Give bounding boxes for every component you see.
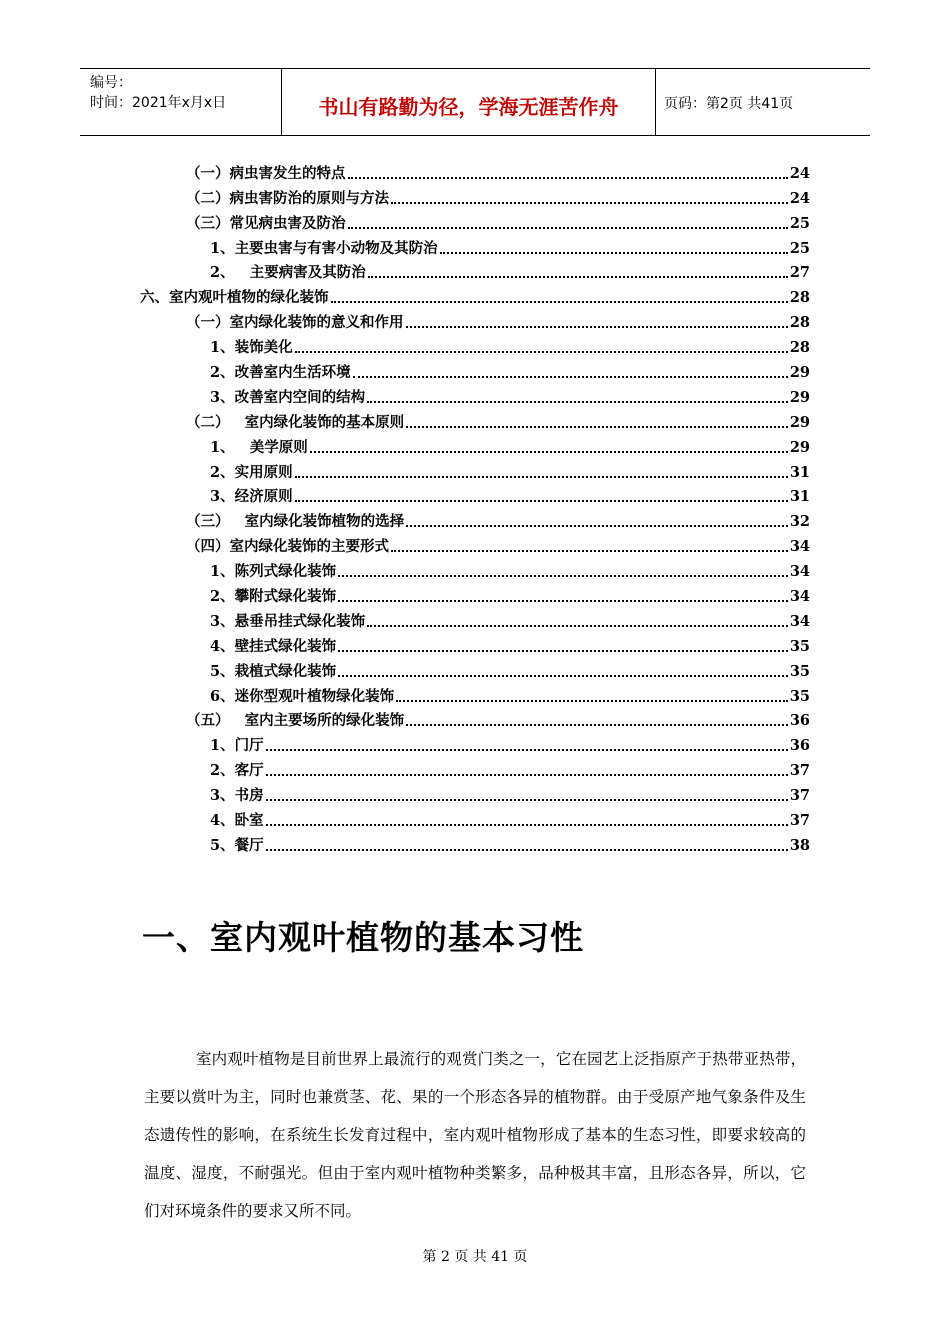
toc-entry[interactable] — [140, 681, 810, 706]
toc-dot-leader — [353, 376, 788, 378]
toc-entry-page: 27 — [789, 264, 810, 282]
toc-entry[interactable] — [140, 506, 810, 531]
toc-dot-leader — [368, 276, 788, 278]
toc-entry-page: 34 — [789, 563, 810, 581]
toc-entry[interactable] — [140, 183, 810, 208]
toc-entry-page: 24 — [789, 164, 810, 182]
toc-entry[interactable] — [140, 656, 810, 681]
toc-entry-page: 35 — [789, 662, 810, 680]
toc-entry-label: （三） 室内绿化装饰植物的选择 — [186, 513, 405, 531]
number-label: 编号： — [90, 75, 132, 91]
toc-entry-page: 31 — [789, 488, 810, 506]
toc-entry-label: （二）病虫害防治的原则与方法 — [186, 189, 389, 207]
time-label: 时间：2021年x月x日 — [90, 95, 227, 111]
toc-entry-page: 34 — [789, 612, 810, 630]
toc-dot-leader — [406, 326, 788, 328]
toc-dot-leader — [338, 575, 788, 577]
toc-dot-leader — [348, 227, 788, 229]
toc-entry-label: 1、 美学原则 — [210, 438, 308, 456]
toc-entry-page: 29 — [789, 413, 810, 431]
toc-entry-page: 29 — [789, 364, 810, 382]
page-footer: 第 2 页 共 41 页 — [422, 1249, 528, 1265]
toc-entry[interactable] — [140, 282, 810, 307]
toc-dot-leader — [440, 252, 788, 254]
toc-entry-page: 25 — [789, 214, 810, 232]
body-paragraph: 室内观叶植物是目前世界上最流行的观赏门类之一，它在园艺上泛指原产于热带亚热带，主要以赏叶为主，同时也兼赏茎、花、果的一个形态各异的植物群。由于受原产地气象条件及生态遗传性的影响，在系统生长发育过程中，室内观叶植物形成了基本的生态习性，即要求较高的温度、湿度，不耐强光。但由于室内观叶植物种类繁多，品种极其丰富，且形态各异，所以，它们对环境条件的要求又所不同。 — [144, 1050, 806, 1220]
toc-dot-leader — [266, 774, 788, 776]
header-motto: 书山有路勤为径，学海无涯苦作舟 — [282, 69, 656, 135]
toc-entry-page: 36 — [789, 737, 810, 755]
toc-entry-label: 3、经济原则 — [210, 488, 293, 506]
toc-entry-label: （二） 室内绿化装饰的基本原则 — [186, 413, 405, 431]
toc-entry-page: 35 — [789, 687, 810, 705]
toc-entry-page: 29 — [789, 388, 810, 406]
toc-dot-leader — [367, 401, 788, 403]
toc-dot-leader — [391, 202, 788, 204]
toc-entry[interactable] — [140, 780, 810, 805]
toc-entry-label: 2、改善室内生活环境 — [210, 364, 351, 382]
toc-entry-page: 28 — [789, 289, 810, 307]
toc-entry[interactable] — [140, 457, 810, 482]
toc-entry[interactable] — [140, 531, 810, 556]
toc-entry[interactable] — [140, 830, 810, 855]
toc-entry[interactable] — [140, 556, 810, 581]
toc-entry-page: 36 — [789, 712, 810, 730]
toc-dot-leader — [338, 600, 788, 602]
toc-entry[interactable] — [140, 631, 810, 656]
toc-entry-page: 24 — [789, 189, 810, 207]
toc-dot-leader — [266, 799, 788, 801]
toc-entry[interactable] — [140, 332, 810, 357]
toc-entry-label: 2、客厅 — [210, 762, 264, 780]
toc-dot-leader — [406, 724, 788, 726]
toc-entry[interactable] — [140, 706, 810, 731]
toc-dot-leader — [348, 177, 788, 179]
toc-dot-leader — [406, 426, 788, 428]
toc-entry-label: （一）病虫害发生的特点 — [186, 164, 346, 182]
toc-entry-label: 2、攀附式绿化装饰 — [210, 588, 337, 606]
toc-dot-leader — [367, 625, 788, 627]
toc-entry[interactable] — [140, 581, 810, 606]
toc-entry-label: 1、陈列式绿化装饰 — [210, 563, 337, 581]
table-of-contents — [140, 158, 810, 855]
toc-entry[interactable] — [140, 482, 810, 507]
toc-entry-page: 28 — [789, 314, 810, 332]
toc-dot-leader — [406, 525, 788, 527]
toc-entry-label: 2、 主要病害及其防治 — [210, 264, 366, 282]
toc-entry-page: 28 — [789, 339, 810, 357]
toc-entry-label: 3、悬垂吊挂式绿化装饰 — [210, 612, 366, 630]
toc-entry-page: 37 — [789, 787, 810, 805]
toc-entry-label: （一）室内绿化装饰的意义和作用 — [186, 314, 404, 332]
toc-entry[interactable] — [140, 730, 810, 755]
toc-entry[interactable] — [140, 307, 810, 332]
toc-entry[interactable] — [140, 432, 810, 457]
toc-entry-label: 1、门厅 — [210, 737, 264, 755]
toc-entry-page: 35 — [789, 637, 810, 655]
toc-entry-label: 5、餐厅 — [210, 836, 264, 854]
toc-dot-leader — [310, 451, 788, 453]
toc-entry-label: 6、迷你型观叶植物绿化装饰 — [210, 687, 395, 705]
toc-entry-page: 29 — [789, 438, 810, 456]
toc-entry[interactable] — [140, 357, 810, 382]
toc-entry-label: 5、栽植式绿化装饰 — [210, 662, 337, 680]
toc-entry-label: 4、壁挂式绿化装饰 — [210, 637, 337, 655]
header-meta — [80, 69, 282, 135]
toc-entry-page: 25 — [789, 239, 810, 257]
toc-dot-leader — [266, 749, 788, 751]
toc-entry-page: 32 — [789, 513, 810, 531]
toc-dot-leader — [338, 650, 788, 652]
toc-entry[interactable] — [140, 407, 810, 432]
toc-entry-label: 2、实用原则 — [210, 463, 293, 481]
toc-entry-page: 38 — [789, 836, 810, 854]
toc-entry-page: 31 — [789, 463, 810, 481]
toc-entry-label: （四）室内绿化装饰的主要形式 — [186, 538, 389, 556]
toc-dot-leader — [295, 476, 788, 478]
toc-entry-label: （三）常见病虫害及防治 — [186, 214, 346, 232]
toc-entry-label: （五） 室内主要场所的绿化装饰 — [186, 712, 405, 730]
toc-entry-label: 3、改善室内空间的结构 — [210, 388, 366, 406]
toc-entry[interactable] — [140, 606, 810, 631]
toc-entry[interactable] — [140, 382, 810, 407]
toc-entry-page: 34 — [789, 588, 810, 606]
toc-entry-label: 4、卧室 — [210, 812, 264, 830]
toc-entry[interactable] — [140, 755, 810, 780]
toc-entry[interactable] — [140, 805, 810, 830]
toc-entry[interactable] — [140, 158, 810, 183]
toc-entry[interactable] — [140, 233, 810, 258]
toc-dot-leader — [338, 675, 788, 677]
toc-dot-leader — [331, 301, 788, 303]
section-heading: 一、室内观叶植物的基本习性 — [142, 918, 584, 957]
toc-dot-leader — [266, 849, 788, 851]
page-header — [80, 68, 870, 136]
header-page-info: 页码：第2页 共41页 — [664, 96, 794, 112]
toc-entry-label: 1、主要虫害与有害小动物及其防治 — [210, 239, 438, 257]
toc-dot-leader — [396, 700, 788, 702]
toc-entry-page: 37 — [789, 812, 810, 830]
toc-entry-page: 34 — [789, 538, 810, 556]
toc-entry[interactable] — [140, 208, 810, 233]
toc-entry-label: 六、室内观叶植物的绿化装饰 — [140, 289, 329, 307]
toc-entry-page: 37 — [789, 762, 810, 780]
toc-entry-label: 1、装饰美化 — [210, 339, 293, 357]
toc-dot-leader — [266, 824, 788, 826]
toc-dot-leader — [391, 550, 788, 552]
toc-dot-leader — [295, 500, 788, 502]
toc-entry[interactable] — [140, 258, 810, 283]
toc-dot-leader — [295, 351, 788, 353]
toc-entry-label: 3、书房 — [210, 787, 264, 805]
